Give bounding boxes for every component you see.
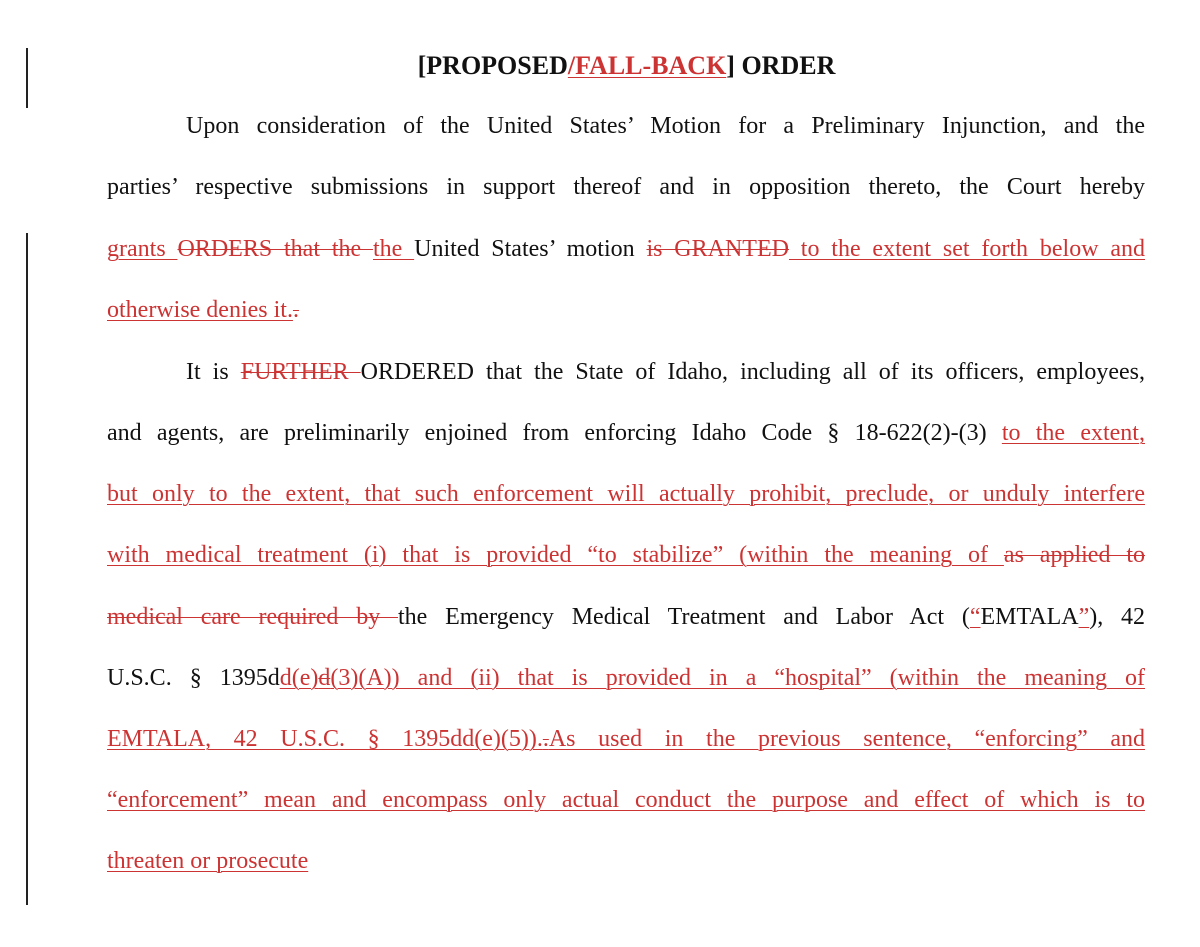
inserted-text: to the extent set forth below and: [788, 236, 1145, 262]
deleted-text: medical care required by: [107, 604, 398, 630]
inserted-text: EMTALA, 42 U.S.C. § 1395dd(e)(5)).: [107, 726, 543, 752]
inserted-text: with medical treatment (i) that is provided “to stabilize” (within the meaning of: [107, 542, 1004, 568]
deleted-text: ORDERS that the: [177, 236, 373, 262]
p2-line-3: but only to the extent, that such enforcement will actually prohibit, preclude, or unduly interfere: [107, 481, 1145, 507]
inserted-fallback: /FALL-BACK: [567, 51, 727, 80]
p2-line-6: U.S.C. § 1395dd(e)d(3)(A)) and (ii) that is provided in a “hospital” (within the meaning of: [107, 665, 1145, 691]
p2-line-9: threaten or prosecute: [107, 848, 309, 874]
inserted-text: d(e): [279, 665, 319, 691]
p1-line-1: Upon consideration of the United States’ Motion for a Preliminary Injunction, and the: [186, 113, 1145, 139]
change-bar-body: [26, 233, 28, 905]
inserted-text: “: [969, 604, 981, 630]
p2-line-1: It is FURTHER ORDERED that the State of Idaho, including all of its officers, employees,: [186, 359, 1145, 385]
inserted-text: As used in the previous sentence, “enforcing” and: [548, 726, 1145, 752]
p2-line-8: “enforcement” mean and encompass only actual conduct the purpose and effect of which is to: [107, 787, 1145, 813]
p1-line-2: parties’ respective submissions in support thereof and in opposition thereto, the Court hereby: [107, 174, 1145, 200]
inserted-text: grants: [107, 236, 178, 262]
page-title: [PROPOSED/FALL-BACK] ORDER: [417, 51, 836, 80]
p1-line-4: [107, 294, 1145, 326]
inserted-text: ”: [1078, 604, 1090, 630]
p1-line-3: grants ORDERS that the the United States’ motion is GRANTED to the extent set forth below and: [107, 236, 1145, 262]
p2-line-4: [107, 539, 1145, 571]
inserted-text: otherwise denies it.: [107, 297, 293, 323]
p2-line-5: medical care required by the Emergency Medical Treatment and Labor Act (“EMTALA”), 42: [107, 604, 1145, 630]
deleted-text: as applied to: [1003, 542, 1145, 568]
inserted-text: to the extent,: [1001, 420, 1145, 446]
p2-line-7: [107, 723, 1145, 755]
deleted-text: is GRANTED: [646, 236, 789, 262]
inserted-text: the: [372, 236, 415, 262]
deleted-text: FURTHER: [240, 359, 361, 385]
deleted-text: .: [292, 297, 299, 323]
deleted-text: .: [542, 726, 549, 752]
inserted-text: (3)(A)) and (ii) that is provided in a “hospital” (within the meaning of: [330, 665, 1145, 691]
deleted-text: d: [318, 665, 331, 691]
p2-line-2: and agents, are preliminarily enjoined from enforcing Idaho Code § 18-622(2)-(3) to the extent,: [107, 420, 1145, 446]
